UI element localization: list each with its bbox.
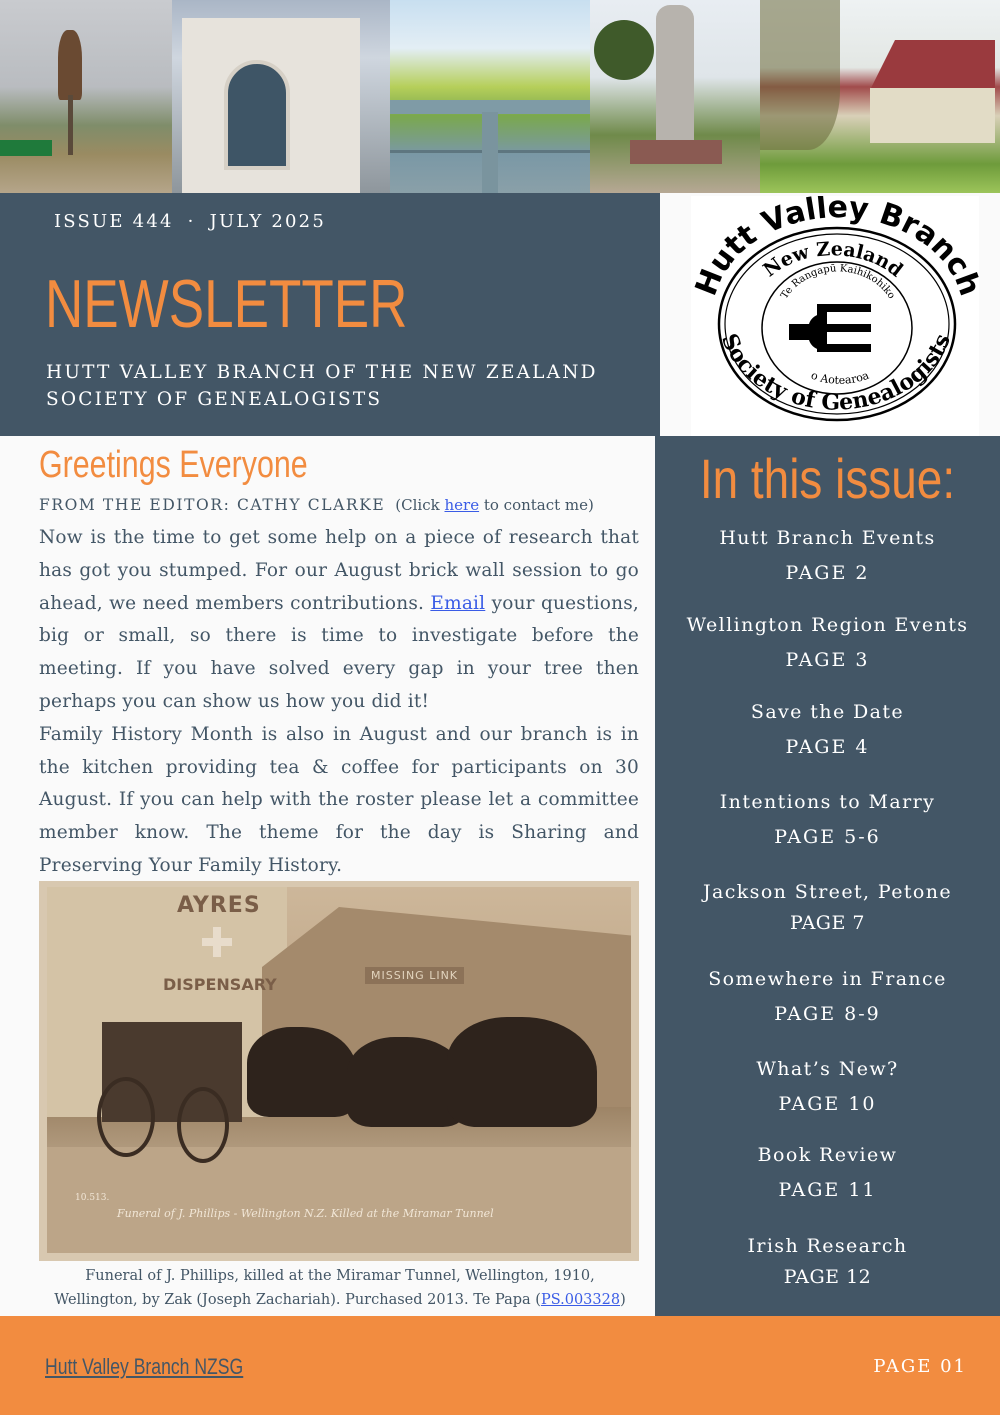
photo-caption: [30, 1264, 650, 1312]
svg-text:o Aotearoa: o Aotearoa: [809, 368, 871, 387]
nzsg-logo-icon: [691, 196, 979, 436]
main-article: [0, 436, 655, 1316]
masthead: [0, 193, 660, 436]
carriage-wheel: [97, 1077, 155, 1157]
carriage-wheel: [177, 1087, 229, 1163]
paragraph-brick-wall: Now is the time to get some help on a piece of research that has got you stumped. For our August brick wall session to go ahead, we need members contributions. Email your questions, big or small, so there is time to investigate before the meeting. If you have solved every gap in your tree then perhaps you can show us how you did it!: [39, 527, 639, 712]
logo-panel: [660, 193, 1000, 436]
photo-image: [47, 887, 631, 1253]
obelisk-base: [630, 140, 722, 164]
palm-tree: [594, 20, 654, 80]
sign-missing-link: MISSING LINK: [365, 967, 464, 984]
obelisk: [656, 5, 694, 145]
toc-item-wellington-region-events[interactable]: Wellington Region Events PAGE 3: [686, 614, 969, 671]
street-sign: [0, 140, 52, 156]
photo-heritage-cottage: [760, 0, 1000, 193]
street: [47, 1147, 631, 1253]
sign-dispensary: DISPENSARY: [163, 975, 277, 994]
issue-number: ISSUE 444: [54, 211, 174, 232]
masthead-subtitle: [46, 359, 598, 413]
willow-tree: [760, 0, 840, 150]
toc-item-jackson-street-petone[interactable]: Jackson Street, Petone PAGE 7: [702, 881, 953, 934]
photo-fantail-sculpture: [0, 0, 172, 193]
svg-text:New Zealand: New Zealand: [759, 238, 907, 282]
subtitle-line-2: SOCIETY OF GENEALOGISTS: [46, 389, 383, 410]
contact-editor-link[interactable]: here: [444, 496, 480, 514]
contact-note: (Click here to contact me): [395, 496, 594, 514]
toc-item-hutt-branch-events[interactable]: Hutt Branch Events PAGE 2: [719, 527, 936, 584]
svg-text:Hutt Valley Branch: Hutt Valley Branc: [691, 196, 977, 301]
sign-ayres: AYRES: [177, 893, 261, 918]
horse: [247, 1027, 357, 1117]
cottage-roof: [870, 40, 995, 90]
historic-funeral-photo: [39, 881, 639, 1261]
svg-text:Te Rangapū Kaihikohiko: Te Rangapū Kaihikohiko: [779, 263, 897, 302]
issue-date: JULY 2025: [209, 211, 326, 232]
toc-item-save-the-date[interactable]: Save the Date PAGE 4: [750, 701, 905, 758]
cottage-wall: [870, 88, 995, 143]
arched-window: [224, 60, 290, 170]
subtitle-line-1: HUTT VALLEY BRANCH OF THE NEW ZEALAND: [46, 362, 598, 383]
white-cross-icon: [202, 927, 232, 957]
separator-dot: ·: [187, 211, 196, 232]
toc-item-whats-new[interactable]: What’s New? PAGE 10: [756, 1058, 899, 1115]
photo-river-bridge: [390, 0, 590, 193]
article-heading: Greetings Everyone: [39, 444, 308, 486]
toc-item-somewhere-in-france[interactable]: Somewhere in France PAGE 8-9: [708, 968, 947, 1025]
branch-home-link[interactable]: Hutt Valley Branch NZSG: [45, 1354, 244, 1379]
byline-text: FROM THE EDITOR: CATHY CLARKE: [39, 496, 386, 514]
horse: [447, 1017, 597, 1127]
te-papa-record-link[interactable]: PS.003328: [540, 1292, 621, 1308]
svg-text:Society of Genealogists: Society of Genealogists: [715, 329, 957, 416]
toc-item-intentions-to-marry[interactable]: Intentions to Marry PAGE 5-6: [719, 791, 936, 848]
bridge-post: [482, 112, 498, 193]
photo-war-memorial: [590, 0, 760, 193]
newsletter-title: NEWSLETTER: [45, 266, 408, 342]
toc-item-book-review[interactable]: Book Review PAGE 11: [757, 1144, 898, 1201]
plate-number: 10.513.: [75, 1193, 110, 1203]
email-link[interactable]: Email: [430, 592, 486, 614]
photo-inscription: Funeral of J. Phillips - Wellington N.Z. Killed at the Miramar Tunnel: [117, 1207, 494, 1220]
caption-line-2: Wellington, by Zak (Joseph Zachariah). Purchased 2013. Te Papa (PS.003328): [54, 1292, 626, 1308]
caption-line-1: Funeral of J. Phillips, killed at the Miramar Tunnel, Wellington, 1910,: [85, 1268, 595, 1284]
fantail-sculpture-shape: [58, 30, 82, 100]
in-this-issue-sidebar: [655, 436, 1000, 1316]
toc-item-irish-research[interactable]: Irish Research PAGE 12: [747, 1235, 908, 1288]
photo-memorial-building: [172, 0, 390, 193]
branch-logo: [691, 196, 979, 436]
issue-date-line: [54, 211, 326, 232]
page-footer: [0, 1316, 1000, 1415]
header-photo-banner: [0, 0, 1000, 193]
sculpture-pole: [68, 95, 73, 155]
article-body: [39, 522, 639, 883]
sidebar-title: In this issue:: [699, 447, 956, 510]
page-number: PAGE 01: [873, 1356, 967, 1377]
editor-byline: [39, 496, 594, 514]
paragraph-family-history-month: Family History Month is also in August and our branch is in the kitchen providing tea & coffee for participants on 30 August. If you can help with the roster please let a committee member know. The theme for the day is Sharing and Preserving Your Family History.: [39, 723, 639, 876]
